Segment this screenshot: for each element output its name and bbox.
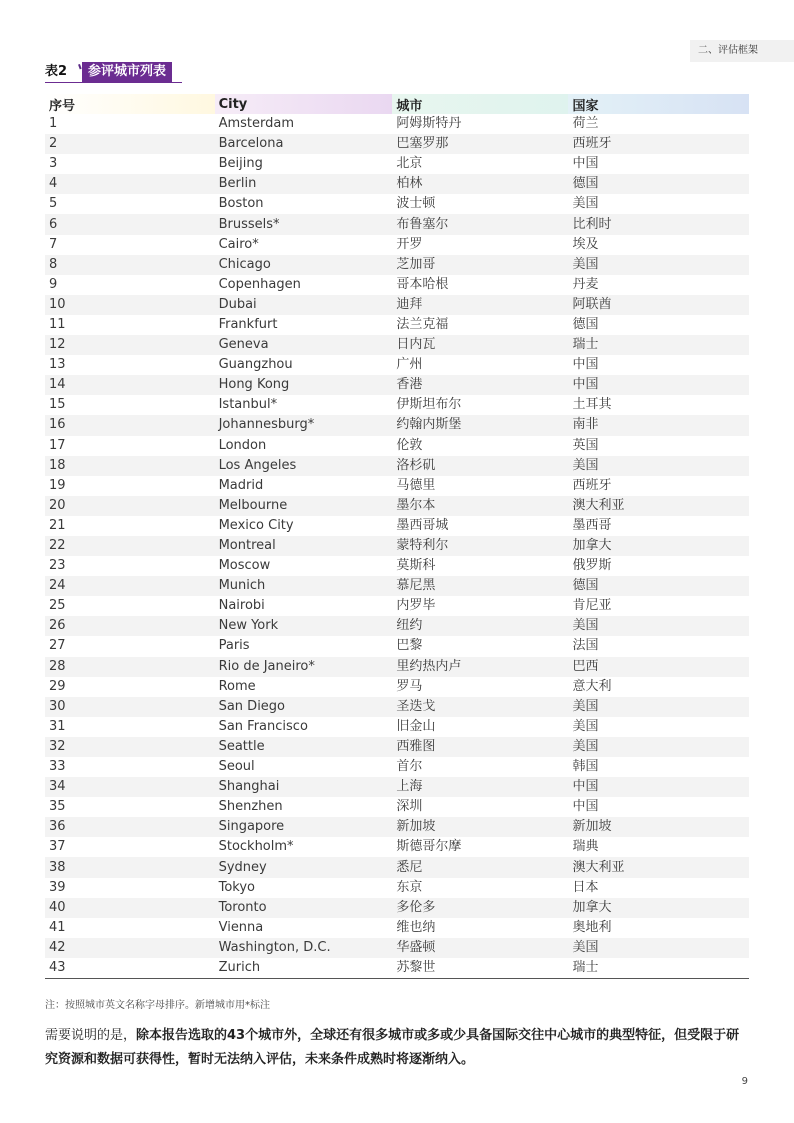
- cell-seq: 15: [49, 397, 66, 413]
- table-row: [45, 797, 749, 817]
- cell-city: Boston: [218, 196, 264, 212]
- cell-city-cn: 纽约: [392, 616, 568, 636]
- cell-city-cn: 墨西哥城: [396, 517, 449, 533]
- cell-city-cn: 阿姆斯特丹: [396, 116, 462, 132]
- cell-country: 美国: [572, 718, 599, 734]
- cell-city: Guangzhou: [218, 357, 293, 373]
- cell-city: Singapore: [215, 817, 393, 837]
- cell-city: Montreal: [215, 536, 393, 556]
- table-title: [45, 62, 172, 82]
- cell-city-cn: 布鲁塞尔: [392, 214, 568, 234]
- cell-city: Berlin: [215, 174, 393, 194]
- cell-seq: 24: [45, 576, 215, 596]
- header-city: City: [215, 94, 393, 114]
- cell-seq: 22: [45, 536, 215, 556]
- table-row: [45, 817, 749, 837]
- table-number: 表2: [45, 64, 68, 79]
- table-row: [45, 194, 749, 214]
- cell-city-cn: 圣迭戈: [392, 697, 568, 717]
- table-row: [45, 717, 749, 737]
- table-row: [45, 636, 749, 656]
- cell-city: San Francisco: [218, 718, 308, 734]
- cell-seq: 19: [49, 477, 66, 493]
- cell-city: Rio de Janeiro*: [215, 657, 393, 677]
- table-row: [45, 436, 749, 456]
- cell-country: 墨西哥: [572, 517, 612, 533]
- cell-seq: 7: [49, 236, 58, 252]
- cell-city: Johannesburg*: [215, 415, 393, 435]
- table-note: 注：按照城市英文名称字母排序。新增城市用*标注: [45, 1000, 270, 1011]
- table-row: [45, 516, 749, 536]
- cities-table: [45, 94, 749, 979]
- cell-country: 奥地利: [572, 919, 612, 935]
- cell-country: 美国: [568, 456, 749, 476]
- cell-seq: 38: [45, 857, 215, 877]
- table-row: [45, 295, 749, 315]
- title-separator-mark: [72, 62, 82, 82]
- title-underline: [45, 82, 182, 83]
- cell-city-cn: 上海: [392, 777, 568, 797]
- table-row: [45, 938, 749, 958]
- cell-country: 澳大利亚: [568, 496, 749, 516]
- table-row: [45, 697, 749, 717]
- cell-city: Toronto: [215, 898, 393, 918]
- cell-country: 加拿大: [568, 536, 749, 556]
- section-tag: 二、评估框架: [690, 40, 794, 62]
- cell-city: Vienna: [218, 919, 264, 935]
- cell-country: 德国: [572, 316, 599, 332]
- cell-city-cn: 新加坡: [392, 817, 568, 837]
- table-row: [45, 214, 749, 234]
- cell-city: Sydney: [215, 857, 393, 877]
- cell-seq: 20: [45, 496, 215, 516]
- cell-seq: 2: [45, 134, 215, 154]
- cell-country: 德国: [568, 174, 749, 194]
- cell-city-cn: 法兰克福: [396, 316, 449, 332]
- cell-country: 美国: [568, 938, 749, 958]
- table-row: [45, 355, 749, 375]
- cell-city-cn: 开罗: [396, 236, 423, 252]
- table-row: [45, 857, 749, 877]
- table-row: [45, 154, 749, 174]
- table-row: [45, 114, 749, 134]
- table-row: [45, 657, 749, 677]
- cell-city-cn: 伦敦: [396, 437, 423, 453]
- table-row: [45, 395, 749, 415]
- cell-seq: 29: [49, 678, 66, 694]
- cell-seq: 14: [45, 375, 215, 395]
- cell-city: London: [218, 437, 267, 453]
- cell-country: 比利时: [568, 214, 749, 234]
- cell-seq: 30: [45, 697, 215, 717]
- cell-city-cn: 莫斯科: [396, 558, 436, 574]
- table-header-row: [45, 94, 749, 114]
- table-row: [45, 134, 749, 154]
- cell-city-cn: 约翰内斯堡: [392, 415, 568, 435]
- table-row: [45, 757, 749, 777]
- table-row: [45, 335, 749, 355]
- cell-seq: 3: [49, 156, 58, 172]
- cell-country: 美国: [568, 255, 749, 275]
- cell-country: 肯尼亚: [572, 598, 612, 614]
- cell-country: 韩国: [572, 759, 599, 775]
- table-row: [45, 235, 749, 255]
- cell-city-cn: 巴塞罗那: [392, 134, 568, 154]
- cell-country: 荷兰: [572, 116, 599, 132]
- cell-city: Moscow: [218, 558, 271, 574]
- cell-city-cn: 内罗毕: [396, 598, 436, 614]
- table-row: [45, 415, 749, 435]
- table-row: [45, 255, 749, 275]
- cell-city: Istanbul*: [218, 397, 278, 413]
- cell-seq: 13: [49, 357, 66, 373]
- cell-city: Frankfurt: [218, 316, 278, 332]
- table-row: [45, 777, 749, 797]
- cell-country: 意大利: [572, 678, 612, 694]
- cell-city-cn: 西雅图: [392, 737, 568, 757]
- cell-city: Washington, D.C.: [215, 938, 393, 958]
- cell-seq: 12: [45, 335, 215, 355]
- cell-seq: 41: [49, 919, 66, 935]
- table-row: [45, 616, 749, 636]
- table-row: [45, 958, 749, 979]
- cell-seq: 42: [45, 938, 215, 958]
- cell-country: 埃及: [572, 236, 599, 252]
- cell-city: Melbourne: [215, 496, 393, 516]
- cell-seq: 17: [49, 437, 66, 453]
- cell-seq: 9: [49, 276, 58, 292]
- cell-country: 新加坡: [568, 817, 749, 837]
- cell-country: 中国: [568, 777, 749, 797]
- cell-city-cn: 波士顿: [396, 196, 436, 212]
- cell-city: Seattle: [215, 737, 393, 757]
- cell-city-cn: 伊斯坦布尔: [396, 397, 462, 413]
- cell-city-cn: 悉尼: [392, 857, 568, 877]
- cell-city-cn: 香港: [392, 375, 568, 395]
- cell-country: 德国: [568, 576, 749, 596]
- cell-city-cn: 多伦多: [392, 898, 568, 918]
- cell-seq: 33: [49, 759, 66, 775]
- cell-city: New York: [215, 616, 393, 636]
- cell-country: 英国: [572, 437, 599, 453]
- cell-country: 瑞典: [572, 839, 599, 855]
- cell-seq: 27: [49, 638, 66, 654]
- cell-city: Los Angeles: [215, 456, 393, 476]
- table-row: [45, 878, 749, 898]
- cell-city-cn: 墨尔本: [392, 496, 568, 516]
- table-row: [45, 456, 749, 476]
- cell-seq: 40: [45, 898, 215, 918]
- cell-country: 中国: [568, 375, 749, 395]
- cell-seq: 4: [45, 174, 215, 194]
- table-row: [45, 837, 749, 857]
- cell-country: 美国: [568, 616, 749, 636]
- cell-seq: 18: [45, 456, 215, 476]
- cell-country: 美国: [568, 737, 749, 757]
- paragraph-lead: 需要说明的是，: [45, 1028, 137, 1043]
- cell-seq: 26: [45, 616, 215, 636]
- cell-city: Dubai: [215, 295, 393, 315]
- cell-city-cn: 旧金山: [396, 718, 436, 734]
- cell-seq: 36: [45, 817, 215, 837]
- cell-seq: 32: [45, 737, 215, 757]
- cell-country: 俄罗斯: [572, 558, 612, 574]
- cell-country: 加拿大: [568, 898, 749, 918]
- cell-country: 中国: [572, 156, 599, 172]
- cell-country: 巴西: [568, 657, 749, 677]
- header-seq: 序号: [45, 94, 215, 114]
- cell-country: 丹麦: [572, 276, 599, 292]
- table-row: [45, 576, 749, 596]
- cell-city-cn: 维也纳: [396, 919, 436, 935]
- cell-city-cn: 迪拜: [392, 295, 568, 315]
- cell-city-cn: 哥本哈根: [396, 276, 449, 292]
- table-row: [45, 596, 749, 616]
- cell-country: 中国: [572, 357, 599, 373]
- table-row: [45, 315, 749, 335]
- cell-seq: 6: [45, 214, 215, 234]
- header-country: 国家: [568, 94, 749, 114]
- cell-city-cn: 斯德哥尔摩: [396, 839, 462, 855]
- cell-country: 瑞士: [568, 958, 749, 979]
- cell-country: 中国: [572, 799, 599, 815]
- cell-seq: 1: [49, 116, 58, 132]
- cell-city: Madrid: [218, 477, 264, 493]
- cell-country: 美国: [568, 697, 749, 717]
- table-row: [45, 375, 749, 395]
- table-row: [45, 496, 749, 516]
- cell-city: Brussels*: [215, 214, 393, 234]
- cell-seq: 25: [49, 598, 66, 614]
- paragraph-bold: 除本报告选取的43个城市外，全球还有很多城市或多或少具备国际交往中心城市的典型特征，但受限于研究资源和数据可获得性，暂时无法纳入评估，未来条件成熟时将逐渐纳入。: [45, 1028, 740, 1067]
- cell-city: Zurich: [215, 958, 393, 979]
- cell-city-cn: 华盛顿: [392, 938, 568, 958]
- cell-seq: 28: [45, 657, 215, 677]
- cell-city-cn: 里约热内卢: [392, 657, 568, 677]
- table-row: [45, 536, 749, 556]
- table-row: [45, 737, 749, 757]
- cell-city: Beijing: [218, 156, 263, 172]
- cell-city-cn: 苏黎世: [392, 958, 568, 979]
- cell-seq: 43: [45, 958, 215, 979]
- header-city-cn: 城市: [392, 94, 568, 114]
- table-row: [45, 556, 749, 576]
- cell-city: Stockholm*: [218, 839, 294, 855]
- cell-seq: 5: [49, 196, 58, 212]
- cell-city-cn: 芝加哥: [392, 255, 568, 275]
- cell-city: San Diego: [215, 697, 393, 717]
- table-title-text: 参评城市列表: [82, 62, 172, 82]
- cell-city: Tokyo: [218, 879, 255, 895]
- cell-city-cn: 北京: [396, 156, 423, 172]
- table-row: [45, 677, 749, 697]
- cell-seq: 23: [49, 558, 66, 574]
- cell-country: 西班牙: [568, 134, 749, 154]
- cell-seq: 11: [49, 316, 66, 332]
- explanation-paragraph: [45, 1024, 751, 1072]
- cell-country: 法国: [572, 638, 599, 654]
- cell-city: Nairobi: [218, 598, 265, 614]
- cell-seq: 37: [49, 839, 66, 855]
- cell-city-cn: 日内瓦: [392, 335, 568, 355]
- cell-city: Rome: [218, 678, 256, 694]
- cell-city: Seoul: [218, 759, 255, 775]
- page-number: 9: [741, 1076, 748, 1087]
- cell-city-cn: 蒙特利尔: [392, 536, 568, 556]
- table-row: [45, 898, 749, 918]
- cell-country: 瑞士: [568, 335, 749, 355]
- cell-city: Barcelona: [215, 134, 393, 154]
- cell-seq: 31: [49, 718, 66, 734]
- cell-city-cn: 罗马: [396, 678, 423, 694]
- cell-country: 澳大利亚: [568, 857, 749, 877]
- cell-city-cn: 洛杉矶: [392, 456, 568, 476]
- cell-seq: 35: [49, 799, 66, 815]
- table-row: [45, 174, 749, 194]
- cell-city-cn: 首尔: [396, 759, 423, 775]
- cell-city-cn: 马德里: [396, 477, 436, 493]
- table-body: [45, 114, 749, 979]
- cell-seq: 16: [45, 415, 215, 435]
- cell-city: Paris: [218, 638, 250, 654]
- cell-city: Amsterdam: [218, 116, 295, 132]
- cell-country: 土耳其: [572, 397, 612, 413]
- cell-city: Munich: [215, 576, 393, 596]
- table-row: [45, 275, 749, 295]
- cell-country: 南非: [568, 415, 749, 435]
- cell-city: Chicago: [215, 255, 393, 275]
- cell-city-cn: 深圳: [396, 799, 423, 815]
- cell-city-cn: 巴黎: [396, 638, 423, 654]
- cell-seq: 8: [45, 255, 215, 275]
- cell-seq: 21: [49, 517, 66, 533]
- table-row: [45, 476, 749, 496]
- cell-city: Mexico City: [218, 517, 294, 533]
- cell-seq: 39: [49, 879, 66, 895]
- cell-city-cn: 慕尼黑: [392, 576, 568, 596]
- cell-city: Hong Kong: [215, 375, 393, 395]
- cell-city-cn: 东京: [396, 879, 423, 895]
- cell-city: Copenhagen: [218, 276, 301, 292]
- cell-city: Shanghai: [215, 777, 393, 797]
- cell-city-cn: 广州: [396, 357, 423, 373]
- cell-seq: 10: [45, 295, 215, 315]
- cell-seq: 34: [45, 777, 215, 797]
- table-row: [45, 918, 749, 938]
- cell-city-cn: 柏林: [392, 174, 568, 194]
- cell-city: Shenzhen: [218, 799, 283, 815]
- cell-country: 西班牙: [572, 477, 612, 493]
- cell-country: 美国: [572, 196, 599, 212]
- cell-country: 阿联酋: [568, 295, 749, 315]
- cell-city: Cairo*: [218, 236, 259, 252]
- cell-country: 日本: [572, 879, 599, 895]
- cell-city: Geneva: [215, 335, 393, 355]
